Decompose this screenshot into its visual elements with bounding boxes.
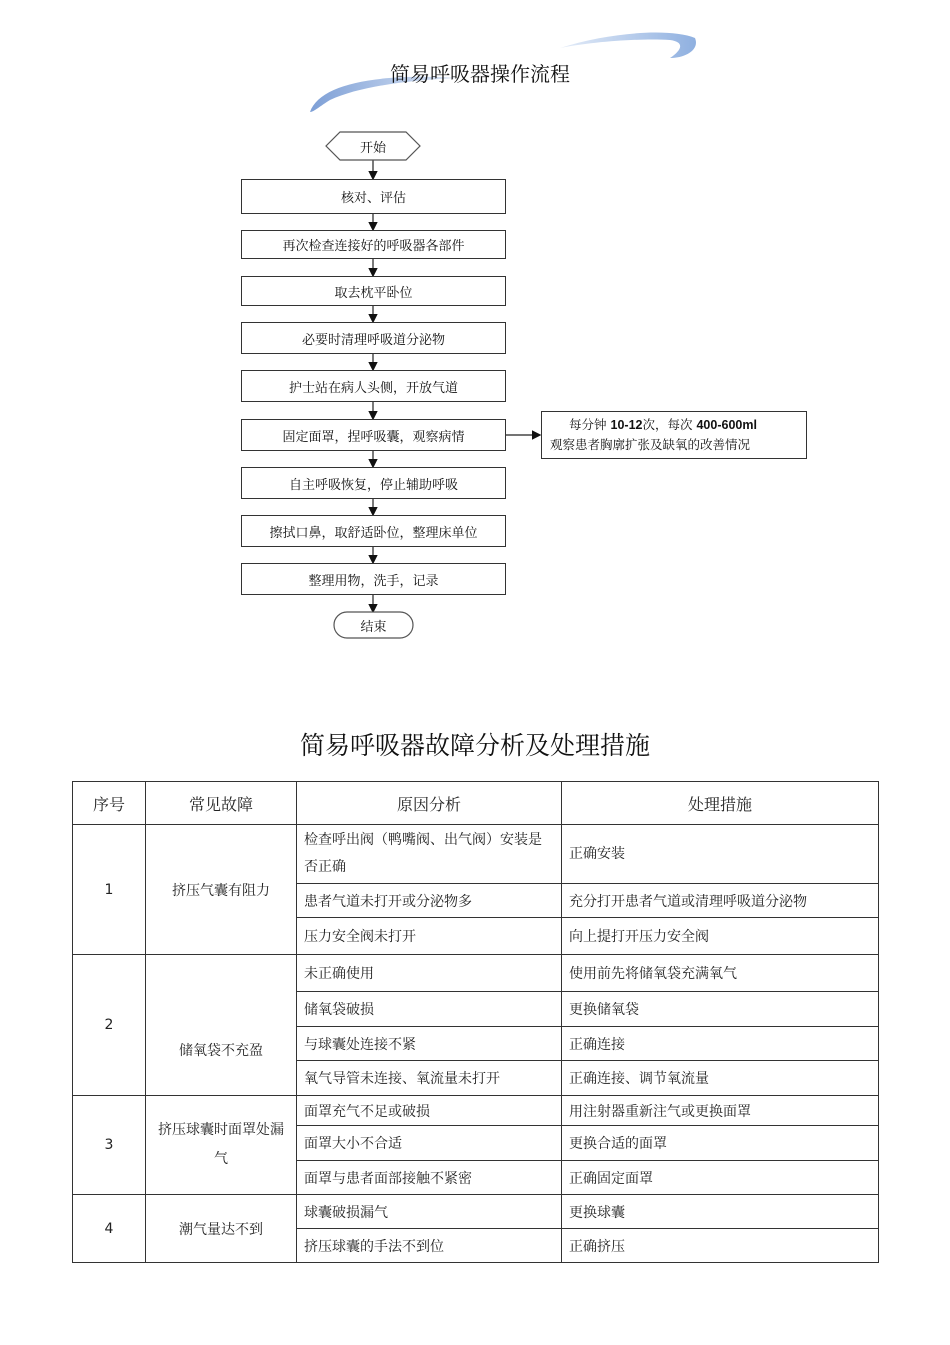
- row-cause: 面罩与患者面部接触不紧密: [297, 1161, 562, 1195]
- row-cause: 氧气导管未连接、氧流量未打开: [297, 1061, 562, 1096]
- flow-step-record: 整理用物，洗手，记录: [241, 563, 506, 595]
- flow-step-open-airway: 护士站在病人头侧，开放气道: [241, 370, 506, 402]
- row-cause: 未正确使用: [297, 955, 562, 992]
- flow-step-stop-assist: 自主呼吸恢复，停止辅助呼吸: [241, 467, 506, 499]
- table-title: 简易呼吸器故障分析及处理措施: [299, 731, 650, 760]
- header-action: 处理措施: [562, 782, 879, 825]
- row-no: 1: [73, 825, 146, 955]
- row-action: 正确连接、调节氧流量: [562, 1061, 879, 1096]
- note-rate-mid: 次，每次: [642, 417, 693, 432]
- flow-start-label: 开始: [359, 140, 386, 156]
- table-header-row: [73, 782, 879, 825]
- row-fault: 潮气量达不到: [146, 1195, 297, 1263]
- row-no: 3: [73, 1096, 146, 1195]
- flow-end-label: 结束: [360, 619, 387, 635]
- row-cause: 储氧袋破损: [297, 992, 562, 1027]
- table-row: [73, 955, 879, 992]
- row-action: 更换合适的面罩: [562, 1126, 879, 1161]
- row-action: 正确安装: [562, 825, 879, 884]
- flowchart-title: 简易呼吸器操作流程: [390, 62, 570, 86]
- row-action: 正确挤压: [562, 1229, 879, 1263]
- row-action: 正确连接: [562, 1027, 879, 1061]
- row-fault: 挤压球囊时面罩处漏气: [146, 1096, 297, 1195]
- row-action: 充分打开患者气道或清理呼吸道分泌物: [562, 884, 879, 918]
- table-row: [73, 1195, 879, 1229]
- row-cause: 面罩大小不合适: [297, 1126, 562, 1161]
- note-observe-line: 观察患者胸廓扩张及缺氧的改善情况: [550, 437, 751, 452]
- row-action: 用注射器重新注气或更换面罩: [562, 1096, 879, 1126]
- table-row: [73, 825, 879, 884]
- flow-step-fix-mask: 固定面罩，捏呼吸囊，观察病情: [241, 419, 506, 451]
- row-cause: 挤压球囊的手法不到位: [297, 1229, 562, 1263]
- row-no: 4: [73, 1195, 146, 1263]
- flow-step-supine-position: 取去枕平卧位: [241, 276, 506, 306]
- header-fault: 常见故障: [146, 782, 297, 825]
- flow-step-verify-assess: 核对、评估: [241, 179, 506, 214]
- row-fault: 挤压气囊有阻力: [146, 825, 297, 955]
- row-cause: 患者气道未打开或分泌物多: [297, 884, 562, 918]
- note-volume-value: 400-600ml: [696, 418, 757, 432]
- flow-step-check-parts: 再次检查连接好的呼吸器各部件: [241, 230, 506, 259]
- fault-analysis-table: [72, 781, 879, 1263]
- row-cause: 与球囊处连接不紧: [297, 1027, 562, 1061]
- row-no: 2: [73, 955, 146, 1096]
- row-action: 向上提打开压力安全阀: [562, 918, 879, 955]
- row-action: 使用前先将储氧袋充满氧气: [562, 955, 879, 992]
- header-cause: 原因分析: [297, 782, 562, 825]
- row-cause: 球囊破损漏气: [297, 1195, 562, 1229]
- row-action: 更换储氧袋: [562, 992, 879, 1027]
- note-rate-prefix: 每分钟: [569, 417, 607, 432]
- flow-step-clear-secretions: 必要时清理呼吸道分泌物: [241, 322, 506, 354]
- row-action: 正确固定面罩: [562, 1161, 879, 1195]
- ventilation-rate-line: [550, 415, 798, 435]
- header-no: 序号: [73, 782, 146, 825]
- row-cause: 压力安全阀未打开: [297, 918, 562, 955]
- row-cause: 面罩充气不足或破损: [297, 1096, 562, 1126]
- table-row: [73, 1096, 879, 1126]
- row-cause: 检查呼出阀（鸭嘴阀、出气阀）安装是否正确: [297, 825, 562, 884]
- flow-step-wipe-tidy: 擦拭口鼻，取舒适卧位，整理床单位: [241, 515, 506, 547]
- note-rate-value: 10-12: [610, 418, 643, 432]
- row-action: 更换球囊: [562, 1195, 879, 1229]
- ventilation-note: [541, 411, 807, 459]
- row-fault: 储氧袋不充盈: [146, 955, 297, 1096]
